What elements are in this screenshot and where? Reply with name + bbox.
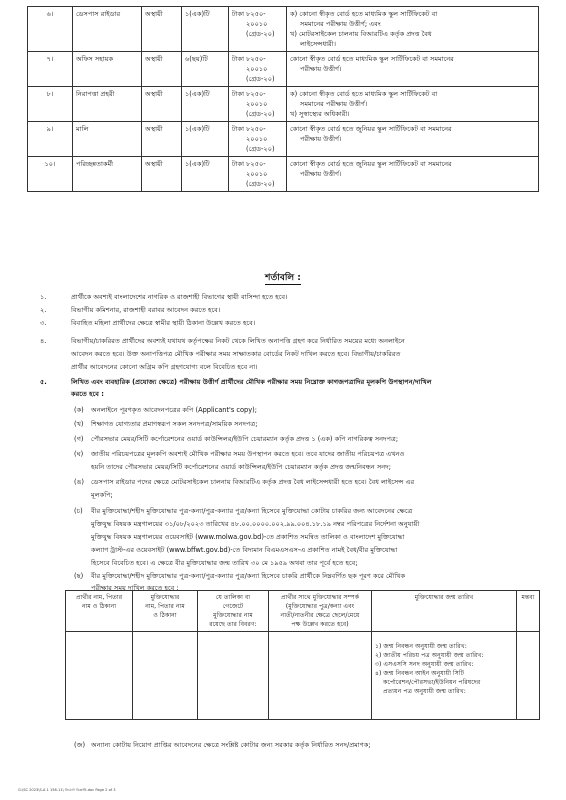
post-row xyxy=(28,122,539,157)
pay-line: টাকা ৮২৫০- xyxy=(232,160,266,168)
pay-line: (গ্রেড-২০) xyxy=(246,180,275,188)
post-count: ১(এক)টি xyxy=(182,157,229,192)
post-qualification xyxy=(287,52,539,87)
ff-cell-applicant[interactable] xyxy=(66,632,133,720)
post-qualification xyxy=(287,157,539,192)
pay-line: টাকা ৮২৫০- xyxy=(232,55,266,63)
post-type: অস্থায়ী xyxy=(142,87,182,122)
post-name: পরিচ্ছন্নতাকর্মী xyxy=(73,157,142,192)
qualification-line: খ) সুস্বাস্থ্যের অধিকারী। xyxy=(290,110,350,118)
condition-4-line-3: প্রার্থীর আবেদনের কোনো অগ্রিম কপি গ্রহণযোগ্য বলে বিবেচিত হবে না। xyxy=(71,363,258,371)
condition-5-line-2: করতে হবে : xyxy=(71,390,104,398)
qualification-line: কোনো স্বীকৃত বোর্ড হতে মাধ্যমিক স্কুল সার্টিফিকেট বা সমমানের xyxy=(290,55,454,63)
ff-cell-remarks[interactable] xyxy=(517,632,540,720)
freedom-fighter-form-table xyxy=(65,590,540,720)
conditions-heading: শর্তাবলি : xyxy=(265,273,301,283)
ff-header-freedom-fighter: মুক্তিযোদ্ধার নাম, পিতার নাম ও ঠিকানা xyxy=(133,591,198,632)
doc-uo-line-1: ডেসপাস রাইডার পদের ক্ষেত্রে মোটরসাইকেল চালনায় বিআরটিএ কর্তৃক প্রদত্ত বৈধ লাইসেন্সধারী হতে হবে। বৈধ লাইসেন্স এর xyxy=(91,478,415,486)
condition-2-number: ২. xyxy=(40,306,47,314)
post-number: ১০। xyxy=(28,157,73,192)
condition-5-line-1: লিখিত এবং ব্যবহারিক (প্রযোজ্য ক্ষেত্রে) পরীক্ষায় উত্তীর্ণ প্রার্থীদের মৌখিক পরীক্ষার সময় নিম্নোক্ত কাগজপত্রাদির মূলকপি উপস্থাপন/দাখিল xyxy=(71,378,432,386)
condition-3-number: ৩. xyxy=(40,319,47,327)
qualification-line: পরীক্ষায় উত্তীর্ণ। xyxy=(300,170,342,178)
ff-cell-list-gazette[interactable] xyxy=(198,632,269,720)
condition-4-number: ৪. xyxy=(40,337,47,345)
doc-ga-line-1: পৌরসভার মেয়র/সিটি কর্পোরেশনের ওয়ার্ড কাউন্সিলর/ইউপি চেয়ারম্যান কর্তৃক প্রদত্ত ১ (এক) কপি নাগরিকত্ব সনদপত্র; xyxy=(91,435,399,443)
pay-line: ২০০১০ xyxy=(246,135,268,143)
pay-line: টাকা ৮২৫০- xyxy=(232,125,266,133)
post-qualification xyxy=(287,87,539,122)
doc-cha-line-5: হিসেবে বিবেচিত হবে। এ ক্ষেত্রে বীর মুক্তিযোদ্ধার জন্ম তারিখ ৩০ মে ১৯৫৯ অথবা তার পূর্বে হতে হবে; xyxy=(91,559,358,567)
doc-cha-line-2: মুক্তিযুদ্ধ বিষয়ক মন্ত্রণালয়ের ৩১/০৮/২০২৩ তারিখের ৪৮.০০.০০০০.০০২.৯৯.০০৪.১৮.১৯ নম্বর পরিপত্রের নির্দেশনা অনুযায়ী xyxy=(91,520,420,528)
post-type: অস্থায়ী xyxy=(142,7,182,52)
post-pay-scale xyxy=(229,157,287,192)
ff-cell-dob[interactable] xyxy=(372,632,517,720)
condition-4-line-2: আবেদন করতে হবে। উক্ত অনাপত্তিপত্র মৌখিক পরীক্ষার সময় সাক্ষাতকার বোর্ডের নিকট দাখিল করতে হবে। বিভাগীয়/চাকরিরত xyxy=(71,350,401,358)
qualification-line: পরীক্ষায় উত্তীর্ণ। xyxy=(300,65,342,73)
doc-ga-label: (গ) xyxy=(74,435,84,443)
doc-ka-line-1: অনলাইনে পূরণকৃত আবেদনপত্রের কপি (Applicant's copy); xyxy=(91,406,257,414)
ff-table-header-row xyxy=(66,591,540,632)
post-type: অস্থায়ী xyxy=(142,122,182,157)
doc-ja-line-1: অন্যান্য কোটায় নিয়োগ প্রাপ্তির আবেদনের ক্ষেত্রে সংশ্লিষ্ট কোটার জন্য সরকার কর্তৃক নির্ধারিত সনদ/প্রমাণক; xyxy=(91,741,371,749)
doc-chha-line-1: বীর মুক্তিযোদ্ধা/শহীদ মুক্তিযোদ্ধার পুত্র-কন্যা/পুত্র-কন্যার পুত্র/কন্যা হিসেবে চাকরি প্রার্থীকে নিম্নবর্ণিত ছক পূরণ করে মৌখিক xyxy=(91,572,406,580)
post-pay-scale xyxy=(229,52,287,87)
post-name: অফিস সহায়ক xyxy=(73,52,142,87)
condition-3-line-1: বিবাহিত মহিলা প্রার্থীদের ক্ষেত্রে স্বামীর স্থায়ী ঠিকানা উল্লেখ করতে হবে। xyxy=(71,319,256,327)
post-row xyxy=(28,87,539,122)
doc-gha-line-1: জাতীয় পরিচয়পত্রের মূলকপি অবশ্যই মৌখিক পরীক্ষার সময় উপস্থাপন করতে হবে। তবে যাদের জাতীয় পরিচয়পত্র এখনও xyxy=(91,450,405,458)
pay-line: ২০০১০ xyxy=(246,65,268,73)
doc-uo-label: (ঙ) xyxy=(74,478,84,486)
condition-2-line-1: বিভাগীয় কমিশনার, রাজশাহী বরাবর আবেদন করতে হবে। xyxy=(71,306,221,314)
qualification-line: কোনো স্বীকৃত বোর্ড হতে জুনিয়র স্কুল সার্টিফিকেট বা সমমানের xyxy=(290,125,452,133)
doc-kha-line-1: শিক্ষাগত যোগ্যতার প্রমাণস্বরূপ সকল সনদপত্র/সাময়িক সনদপত্র; xyxy=(91,420,258,428)
pay-line: (গ্রেড-২০) xyxy=(246,30,275,38)
post-number: ৯। xyxy=(28,122,73,157)
post-qualification xyxy=(287,122,539,157)
pay-line: ২০০১০ xyxy=(246,100,268,108)
post-pay-scale xyxy=(229,122,287,157)
post-name: নিরাপত্তা প্রহরী xyxy=(73,87,142,122)
ff-cell-relationship[interactable] xyxy=(269,632,372,720)
doc-ka-label: (ক) xyxy=(74,406,84,414)
page-footer: G:\SC 2023\S.A 1 156.11\ নিয়োগ বিজ্ঞপ্তি.doc Page 2 of 3 xyxy=(18,788,116,792)
post-pay-scale xyxy=(229,7,287,52)
post-number: ৭। xyxy=(28,52,73,87)
condition-4-line-1: বিভাগীয়/চাকরিরত প্রার্থীদের অবশ্যই যথাযথ কর্তৃপক্ষের নিকট থেকে লিখিত অনাপত্তি গ্রহণ করে নির্ধারিত সময়ের মধ্যে অনলাইনে xyxy=(71,337,405,345)
condition-1-number: ১. xyxy=(40,293,47,301)
qualification-line: খ) মোটরসাইকেল চালনায় বিআরটিএ কর্তৃক প্রদত্ত বৈধ xyxy=(290,30,432,38)
ff-dob-item-1: ১) জন্ম নিবন্ধন অনুযায়ী জন্ম তারিখ: xyxy=(375,643,467,650)
ff-dob-item-3: ৩) এসএসসি সনদ অনুযায়ী জন্ম তারিখ: xyxy=(375,661,474,668)
qualification-line: লাইসেন্সধারী। xyxy=(300,40,336,48)
doc-cha-line-3: মুক্তিযুদ্ধ বিষয়ক মন্ত্রণালয়ের ওয়েবসাইট (www.molwa.gov.bd)-তে প্রকাশিত সমন্বিত তালিকা ও বাংলাদেশ মুক্তিযোদ্ধা xyxy=(91,533,405,541)
ff-dob-item-2: ২) জাতীয় পরিচয় পত্র অনুযায়ী জন্ম তারিখ: xyxy=(375,652,484,659)
ff-table-body-row xyxy=(66,632,540,720)
doc-chha-line-2: পরীক্ষার সময় দাখিল করতে হবে : xyxy=(91,584,179,592)
post-count: ১(এক)টি xyxy=(182,7,229,52)
post-qualification xyxy=(287,7,539,52)
pay-line: টাকা ৮২৫০- xyxy=(232,10,266,18)
post-number: ৬। xyxy=(28,7,73,52)
doc-cha-line-1: বীর মুক্তিযোদ্ধা/শহীদ মুক্তিযোদ্ধার পুত্র-কন্যা/পুত্র-কন্যার পুত্র/কন্যা হিসেবে মুক্তিযোদ্ধা কোটায় চাকরির জন্য আবেদনের ক্ষেত্রে xyxy=(91,507,413,515)
post-type: অস্থায়ী xyxy=(142,157,182,192)
ff-dob-item-4-line-1: ৪) জন্ম নিবন্ধন আইন অনুযায়ী সিটি xyxy=(375,670,464,677)
pay-line: ২০০১০ xyxy=(246,20,268,28)
doc-gha-line-2: হয়নি তাদের পৌরসভার মেয়র/সিটি কর্পোরেশনের ওয়ার্ড কাউন্সিলর/ইউপি চেয়ারম্যান কর্তৃক প্রদত্ত জন্মনিবন্ধন সনদ; xyxy=(91,463,391,471)
doc-uo-line-2: মূলকপি; xyxy=(91,491,113,499)
qualification-line: ক) কোনো স্বীকৃত বোর্ড হতে মাধ্যমিক স্কুল সার্টিফিকেট বা xyxy=(290,90,438,98)
ff-header-relationship: প্রার্থীর সাথে মুক্তিযোদ্ধার সম্পর্ক (মুক্তিযোদ্ধার পুত্র/কন্যা এবং নাতী/নাতনীর ক্ষেত্রে ছেলে/মেয়ে পক্ষ উল্লেখ করতে হবে) xyxy=(269,591,372,632)
ff-dob-item-4-line-2: কর্পোরেশন/পৌরসভা/ইউনিয়ন পরিষদের xyxy=(383,679,481,686)
ff-header-list-gazette: যে তালিকা বা গেজেটে মুক্তিযোদ্ধার নাম রয়েছে তার বিবরণ: xyxy=(198,591,269,632)
qualification-line: ক) কোনো স্বীকৃত বোর্ড হতে মাধ্যমিক স্কুল সার্টিফিকেট বা xyxy=(290,10,438,18)
doc-gha-label: (ঘ) xyxy=(74,450,84,458)
qualification-line: কোনো স্বীকৃত বোর্ড হতে জুনিয়র স্কুল সার্টিফিকেট বা সমমানের xyxy=(290,160,452,168)
posts-table xyxy=(27,6,539,192)
pay-line: টাকা ৮২৫০- xyxy=(232,90,266,98)
post-count: ৬(ছয়)টি xyxy=(182,52,229,87)
doc-cha-label: (চ) xyxy=(74,507,83,515)
qualification-line: সমমানের পরীক্ষায় উত্তীর্ণ। xyxy=(300,100,368,108)
post-row xyxy=(28,52,539,87)
condition-1-line-1: প্রার্থীকে অবশ্যই বাংলাদেশের নাগরিক ও রাজশাহী বিভাগের স্থায়ী বাসিন্দা হতে হবে। xyxy=(71,293,288,301)
ff-header-applicant: প্রার্থীর নাম, পিতার নাম ও ঠিকানা xyxy=(66,591,133,632)
post-pay-scale xyxy=(229,87,287,122)
post-count: ১(এক)টি xyxy=(182,122,229,157)
pay-line: (গ্রেড-২০) xyxy=(246,75,275,83)
ff-header-dob: মুক্তিযোদ্ধার জন্ম তারিখ xyxy=(372,591,517,632)
qualification-line: সমমানের পরীক্ষায় উত্তীর্ণ; এবং xyxy=(300,20,381,28)
condition-5-number: ৫. xyxy=(40,378,47,386)
doc-kha-label: (খ) xyxy=(74,420,84,428)
post-row xyxy=(28,157,539,192)
post-name: মালি xyxy=(73,122,142,157)
post-row xyxy=(28,7,539,52)
pay-line: ২০০১০ xyxy=(246,170,268,178)
ff-header-remarks: মন্তব্য xyxy=(517,591,540,632)
qualification-line: পরীক্ষায় উত্তীর্ণ। xyxy=(300,135,342,143)
post-type: অস্থায়ী xyxy=(142,52,182,87)
post-number: ৮। xyxy=(28,87,73,122)
doc-ja-label: (জ) xyxy=(74,741,86,749)
doc-cha-line-4: কল্যাণ ট্রাস্ট-এর ওয়েবসাইট (www.bffwt.gov.bd)-তে বিদ্যমান বিএমএসএস-এ প্রকাশিত নামই বৈধ/বীর মুক্তিযোদ্ধা xyxy=(91,546,398,554)
pay-line: (গ্রেড-২০) xyxy=(246,145,275,153)
post-count: ১(এক)টি xyxy=(182,87,229,122)
ff-cell-freedom-fighter[interactable] xyxy=(133,632,198,720)
ff-dob-item-4-line-3: প্রত্যয়ন পত্র অনুযায়ী জন্ম তারিখ: xyxy=(383,688,466,695)
doc-chha-label: (ছ) xyxy=(74,572,84,580)
post-name: ডেসপাস রাইডার xyxy=(73,7,142,52)
pay-line: (গ্রেড-২০) xyxy=(246,110,275,118)
